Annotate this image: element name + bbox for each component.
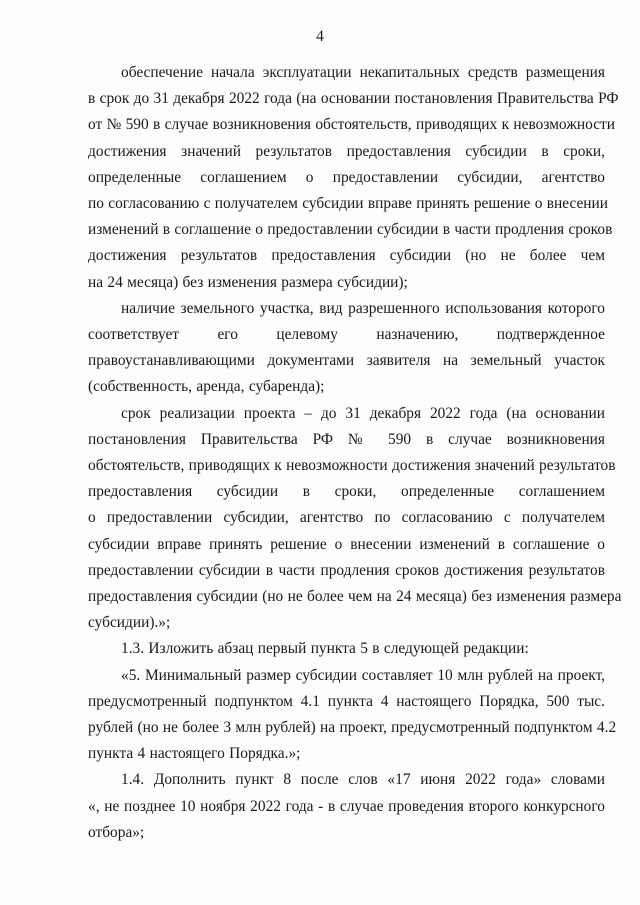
text-line: «5. Минимальный размер субсидии составляет 10 млн рублей на проект, (121, 666, 605, 684)
text-line: достижения значений результатов предоставления субсидии в сроки, (88, 142, 605, 160)
text-line: на 24 месяца) без изменения размера субсидии); (88, 273, 408, 291)
text-line: предоставления субсидии (но не более чем на 24 месяца) без изменения размера (88, 588, 622, 606)
text-line: обстоятельств, приводящих к невозможности достижения значений результатов (88, 457, 616, 475)
text-line: срок реализации проекта – до 31 декабря 2022 года (на основании (121, 404, 605, 422)
text-line: определенные соглашением о предоставлении субсидии, агентство (88, 168, 605, 186)
text-line: «, не позднее 10 ноября 2022 года - в случае проведения второго конкурсного (88, 797, 605, 815)
text-line: предоставлении субсидии в части продления сроков достижения результатов (88, 561, 605, 579)
text-line: субсидии вправе принять решение о внесении изменений в соглашение о (88, 535, 605, 553)
text-line: рублей (но не более 3 млн рублей) на проект, предусмотренный подпунктом 4.2 (88, 719, 617, 737)
text-line: 1.3. Изложить абзац первый пункта 5 в следующей редакции: (121, 640, 529, 658)
text-line: соответствует его целевому назначению, подтвержденное (88, 326, 605, 344)
text-line: наличие земельного участка, вид разрешенного использования которого (121, 299, 605, 317)
paragraph-item-1-4 (88, 767, 605, 846)
text-line: отбора»; (88, 823, 145, 841)
text-line: (собственность, аренда, субаренда); (88, 378, 325, 396)
paragraph-item-5-quote (88, 663, 617, 768)
text-line: обеспечение начала эксплуатации некапитальных средств размещения (121, 64, 605, 81)
text-line: предоставления субсидии в сроки, определенные соглашением (88, 483, 605, 501)
text-line: постановления Правительства РФ № 590 в случае возникновения (88, 430, 605, 448)
paragraph-land-plot (88, 296, 605, 401)
paragraph-accommodation-launch (88, 60, 619, 296)
text-line: 1.4. Дополнить пункт 8 после слов «17 июня 2022 года» словами (121, 771, 605, 789)
paragraph-project-term (88, 401, 622, 637)
text-line: достижения результатов предоставления субсидии (но не более чем (88, 247, 605, 265)
text-line: по согласованию с получателем субсидии вправе принять решение о внесении (88, 195, 609, 213)
text-line: предусмотренный подпунктом 4.1 пункта 4 настоящего Порядка, 500 тыс. (88, 692, 605, 710)
paragraph-item-1-3 (88, 636, 605, 662)
text-line: субсидии).»; (88, 614, 171, 632)
document-body (88, 60, 622, 846)
text-line: в срок до 31 декабря 2022 года (на основании постановления Правительства РФ (88, 90, 619, 108)
text-line: пункта 4 настоящего Порядка.»; (88, 745, 301, 763)
text-line: о предоставлении субсидии, агентство по согласованию с получателем (88, 509, 605, 527)
text-line: изменений в соглашение о предоставлении субсидии в части продления сроков (88, 221, 613, 239)
text-line: от № 590 в случае возникновения обстоятельств, приводящих к невозможности (88, 116, 615, 134)
page-number: 4 (316, 28, 324, 45)
text-line: правоустанавливающими документами заявителя на земельный участок (88, 352, 605, 370)
